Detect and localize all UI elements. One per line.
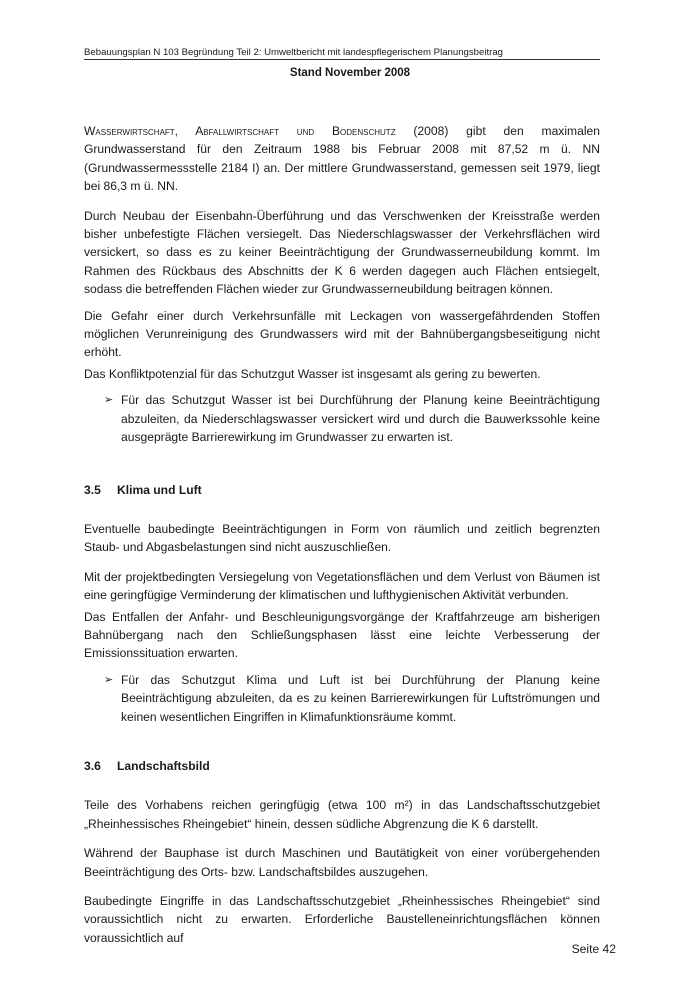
paragraph-text: (2008) gibt den maximalen Grundwasserstand für den Zeitraum 1988 bis Februar 2008 mit 87,52 m ü. NN (Grundwassermessstelle 2184 I) an. Der mittlere Grundwasserstand, gemessen seit 1979, liegt bei 86,3 m ü. NN. bbox=[84, 124, 600, 194]
section-title: Landschaftsbild bbox=[117, 758, 210, 773]
paragraph: Eventuelle baubedingte Beeinträchtigungen in Form von räumlich und zeitlich begrenzten Staub- und Abgasbelastungen sind nicht auszuschließen. bbox=[84, 521, 600, 555]
section-number: 3.5 bbox=[84, 482, 101, 497]
conclusion-bullet bbox=[84, 391, 600, 446]
section-title: Klima und Luft bbox=[117, 482, 202, 497]
bullet-text: Für das Schutzgut Klima und Luft ist bei Durchführung der Planung keine Beeinträchtigung abzuleiten, da es zu keinen Barrierewirkungen für Luftströmungen und keinen wesentlichen Eingriffen in Klimafunktionsräume kommt. bbox=[121, 672, 600, 724]
running-header: Bebauungsplan N 103 Begründung Teil 2: Umweltbericht mit landespflegerischem Planungsbeitrag bbox=[84, 47, 600, 60]
paragraph: Die Gefahr einer durch Verkehrsunfälle mit Leckagen von wassergefährdenden Stoffen möglichen Verunreinigung des Grundwassers wird mit der Bahnübergangsbeseitigung nicht erhöht. bbox=[84, 308, 600, 360]
paragraph: Das Entfallen der Anfahr- und Beschleunigungsvorgänge der Kraftfahrzeuge am bisherigen Bahnübergang nach den Schließungsphasen lässt eine leichte Verbesserung der Emissionssituation erwarten. bbox=[84, 609, 600, 661]
paragraph: Mit der projektbedingten Versiegelung von Vegetationsflächen und dem Verlust von Bäumen ist eine geringfügige Verminderung der klimatischen und lufthygienischen Aktivität verbunden. bbox=[84, 569, 600, 603]
authority-name: Wasserwirtschaft, Abfallwirtschaft und Bodenschutz bbox=[84, 124, 396, 138]
paragraph: Während der Bauphase ist durch Maschinen und Bautätigkeit von einer vorübergehenden Beeinträchtigung des Orts- bzw. Landschaftsbildes auszugehen. bbox=[84, 846, 600, 879]
section-heading bbox=[84, 757, 600, 775]
arrow-bullet-icon: ➢ bbox=[104, 673, 114, 686]
section-heading bbox=[84, 481, 600, 499]
paragraph: Durch Neubau der Eisenbahn-Überführung und das Verschwenken der Kreisstraße werden bisher unbefestigte Flächen versiegelt. Das Niederschlagswasser der Verkehrsflächen wird versickert, so dass es zu keiner Beeinträchtigung der Grundwasserneubildung kommt. Im Rahmen des Rückbaus des Abschnitts der K 6 werden dagegen auch Flächen entsiegelt, sodass die betreffenden Flächen wieder zur Grundwasserneubildung beitragen können. bbox=[84, 208, 600, 297]
bullet-text: Für das Schutzgut Wasser ist bei Durchführung der Planung keine Beeinträchtigung abzuleiten, da Niederschlagswasser versickert wird und durch die Bauwerkssohle keine ausgeprägte Barrierewirkung im Grundwasser zu erwarten ist. bbox=[121, 393, 600, 445]
page-body bbox=[84, 122, 600, 955]
paragraph: Das Konfliktpotenzial für das Schutzgut Wasser ist insgesamt als gering zu bewerten. bbox=[84, 366, 541, 381]
page-number: Seite 42 bbox=[571, 942, 616, 956]
conclusion-bullet bbox=[84, 671, 600, 726]
arrow-bullet-icon: ➢ bbox=[104, 394, 114, 407]
paragraph bbox=[84, 122, 600, 196]
date-line: Stand November 2008 bbox=[289, 67, 411, 79]
paragraph: Baubedingte Eingriffe in das Landschaftsschutzgebiet „Rheinhessisches Rheingebiet“ sind voraussichtlich nicht zu erwarten. Erforderliche Baustelleneinrichtungsflächen können voraussichtlich auf bbox=[84, 894, 600, 945]
paragraph: Teile des Vorhabens reichen geringfügig (etwa 100 m²) in das Landschaftsschutzgebiet „Rheinhessisches Rheingebiet“ hinein, dessen südliche Abgrenzung die K 6 darstellt. bbox=[84, 798, 600, 831]
section-number: 3.6 bbox=[84, 758, 101, 773]
